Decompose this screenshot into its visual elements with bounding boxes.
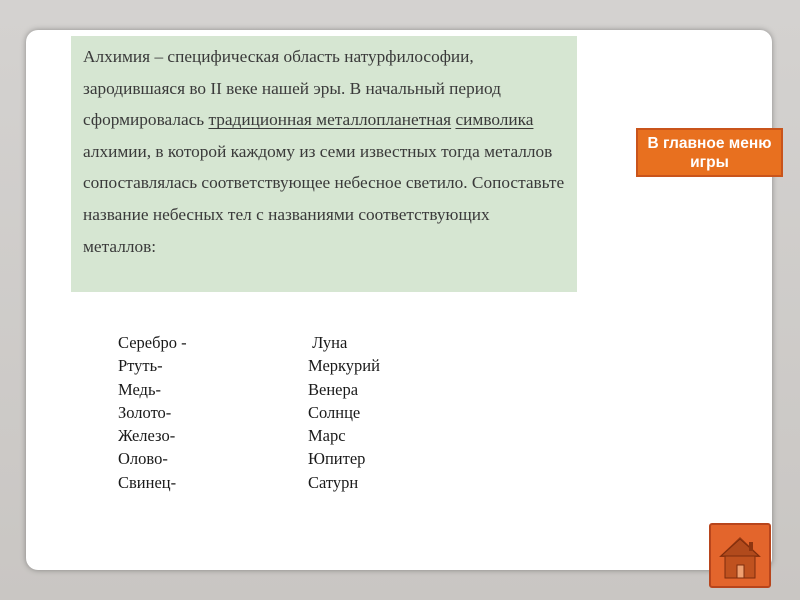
pair-row — [118, 354, 438, 377]
underlined-term-1: традиционная металлопланетная — [208, 110, 452, 130]
main-menu-button[interactable] — [636, 128, 783, 177]
metal-planet-list — [118, 331, 438, 494]
metal-label: Медь- — [118, 379, 161, 399]
planet-label: Марс — [308, 426, 346, 446]
question-text-part-1: Алхимия – специфическая область натурфилософии, зародившаяся во II веке нашей эры. В начальный период сформировалась — [83, 47, 501, 130]
pair-row — [118, 471, 438, 494]
question-text-part-2: алхимии, в которой каждому из семи известных тогда металлов сопоставлялась соответствующее небесное светило. Сопоставьте название небесных тел с названиями соответствующих металлов: — [83, 141, 565, 256]
main-menu-button-label: В главное меню игры — [647, 135, 772, 171]
pair-row — [118, 378, 438, 401]
planet-label: Венера — [308, 379, 359, 399]
pair-row — [118, 401, 438, 424]
pair-row — [118, 424, 438, 447]
planet-label: Юпитер — [308, 449, 366, 469]
question-text-box — [71, 36, 577, 292]
planet-label: Луна — [308, 333, 348, 352]
pair-row — [118, 447, 438, 470]
underlined-term-2: символика — [455, 110, 534, 130]
question-text — [83, 41, 565, 262]
planet-label: Сатурн — [308, 472, 359, 492]
planet-label: Солнце — [308, 402, 361, 422]
home-icon — [711, 525, 769, 586]
metal-label: Золото- — [118, 402, 172, 422]
metal-label: Серебро - — [118, 333, 187, 352]
metal-label: Железо- — [118, 426, 176, 446]
metal-label: Свинец- — [118, 472, 177, 492]
metal-label: Олово- — [118, 449, 168, 469]
planet-label: Меркурий — [308, 356, 380, 376]
metal-label: Ртуть- — [118, 356, 163, 376]
home-button[interactable] — [709, 523, 771, 588]
pair-row — [118, 331, 438, 354]
